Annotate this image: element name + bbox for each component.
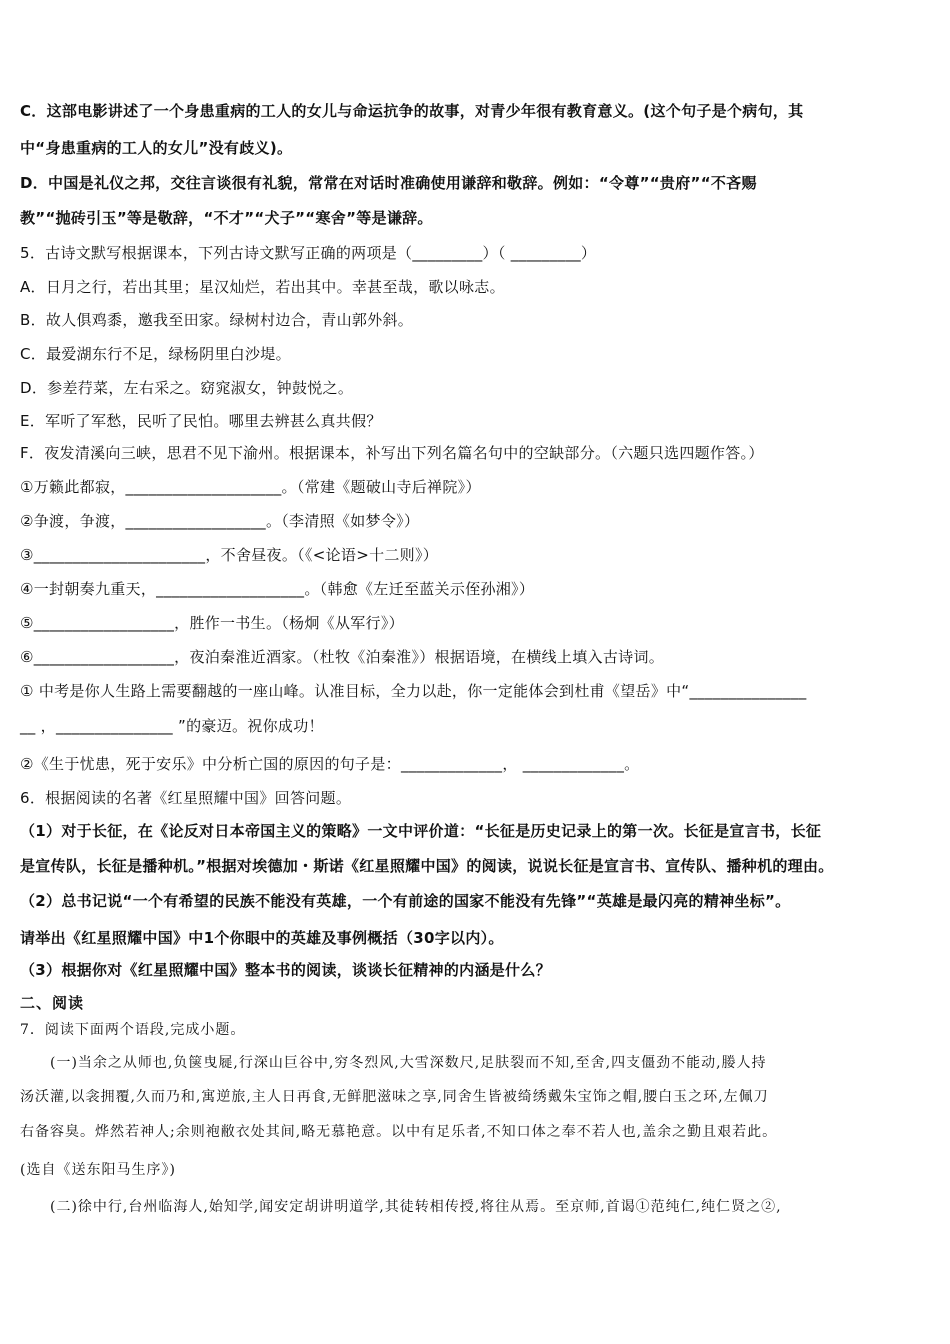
option-c: C．最爱湖东行不足，绿杨阴里白沙堤。 (20, 345, 291, 363)
context-question-1: ① 中考是你人生路上需要翻越的一座山峰。认准目标，全力以赴，你一定能体会到杜甫《望岳》中“_______________ (20, 682, 807, 700)
option-c-line: 中“身患重病的工人的女儿”没有歧义)。 (20, 139, 293, 157)
section-title: 二、阅读 (20, 994, 85, 1012)
fill-blank-4: ④一封朝奏九重天，___________________。（韩愈《左迁至蓝关示侄孙湘》） (20, 580, 535, 598)
passage-1-line: 右备容臭。烨然若神人;余则袍敝衣处其间,略无慕艳意。以中有足乐者,不知口体之奉不若人也,盖余之勤且艰若此。 (20, 1124, 778, 1140)
question-6-part-1: （1）对于长征，在《论反对日本帝国主义的策略》一文中评价道：“长征是历史记录上的第一次。长征是宣言书，长征 (20, 822, 822, 840)
option-a: A．日月之行，若出其里；星汉灿烂，若出其中。幸甚至哉，歌以咏志。 (20, 278, 505, 296)
passage-2-line: (二)徐中行,台州临海人,始知学,闻安定胡讲明道学,其徒转相传授,将往从焉。至京师,首谒①范纯仁,纯仁贤之②, (50, 1199, 782, 1215)
fill-blank-3: ③______________________，不舍昼夜。（《<论语>十二则》） (20, 546, 439, 564)
question-6: 6．根据阅读的名著《红星照耀中国》回答问题。 (20, 789, 352, 807)
fill-blank-5: ⑤__________________，胜作一书生。（杨炯《从军行》） (20, 614, 404, 632)
option-d-line: 教”“抛砖引玉”等是敬辞，“不才”“犬子”“寒舍”等是谦辞。 (20, 209, 433, 227)
question-5: 5．古诗文默写根据课本，下列古诗文默写正确的两项是（_________）（ _________） (20, 244, 597, 262)
fill-blank-2: ②争渡，争渡，__________________。（李清照《如梦令》） (20, 512, 420, 530)
option-b: B．故人俱鸡黍，邀我至田家。绿树村边合，青山郭外斜。 (20, 311, 414, 329)
option-c-line: C．这部电影讲述了一个身患重病的工人的女儿与命运抗争的故事，对青少年很有教育意义。(这个句子是个病句，其 (20, 102, 804, 120)
option-f: F．夜发清溪向三峡，思君不见下渝州。根据课本，补写出下列名篇名句中的空缺部分。（六题只选四题作答。） (20, 444, 764, 462)
passage-1-line: (一)当余之从师也,负箧曳屣,行深山巨谷中,穷冬烈风,大雪深数尺,足肤裂而不知,至舍,四支僵劲不能动,媵人持 (50, 1055, 767, 1071)
question-7: 7．阅读下面两个语段,完成小题。 (20, 1022, 246, 1038)
option-d: D．参差荇菜，左右采之。窈窕淑女，钟鼓悦之。 (20, 379, 354, 397)
fill-blank-1: ①万籁此都寂，____________________。（常建《题破山寺后禅院》） (20, 478, 481, 496)
question-6-part-2: （2）总书记说“一个有希望的民族不能没有英雄，一个有前途的国家不能没有先锋”“英雄是最闪亮的精神坐标”。 (20, 892, 791, 910)
question-6-part-3: （3）根据你对《红星照耀中国》整本书的阅读，谈谈长征精神的内涵是什么？ (20, 961, 551, 979)
option-e: E．军听了军愁，民听了民怕。哪里去辨甚么真共假？ (20, 412, 382, 430)
question-6-part-2-cont: 请举出《红星照耀中国》中1个你眼中的英雄及事例概括（30字以内）。 (20, 929, 504, 947)
context-question-1-cont: __ ，_______________ ”的豪迈。祝你成功！ (20, 717, 324, 735)
fill-blank-6: ⑥__________________，夜泊秦淮近酒家。（杜牧《泊秦淮》）根据语境，在横线上填入古诗词。 (20, 648, 665, 666)
option-d-line: D．中国是礼仪之邦，交往言谈很有礼貌，常常在对话时准确使用谦辞和敬辞。例如：“令尊”“贵府”“不吝赐 (20, 174, 757, 192)
passage-1-line: 汤沃灌,以衾拥覆,久而乃和,寓逆旅,主人日再食,无鲜肥滋味之享,同舍生皆被绮绣戴朱宝饰之帽,腰白玉之环,左佩刀 (20, 1089, 769, 1105)
question-6-part-1-cont: 是宣传队，长征是播种机。”根据对埃德加・斯诺《红星照耀中国》的阅读，说说长征是宣言书、宣传队、播种机的理由。 (20, 857, 834, 875)
passage-1-source: (选自《送东阳马生序》) (20, 1162, 176, 1178)
context-question-2: ②《生于忧患，死于安乐》中分析亡国的原因的句子是：_____________， _____________。 (20, 755, 640, 773)
